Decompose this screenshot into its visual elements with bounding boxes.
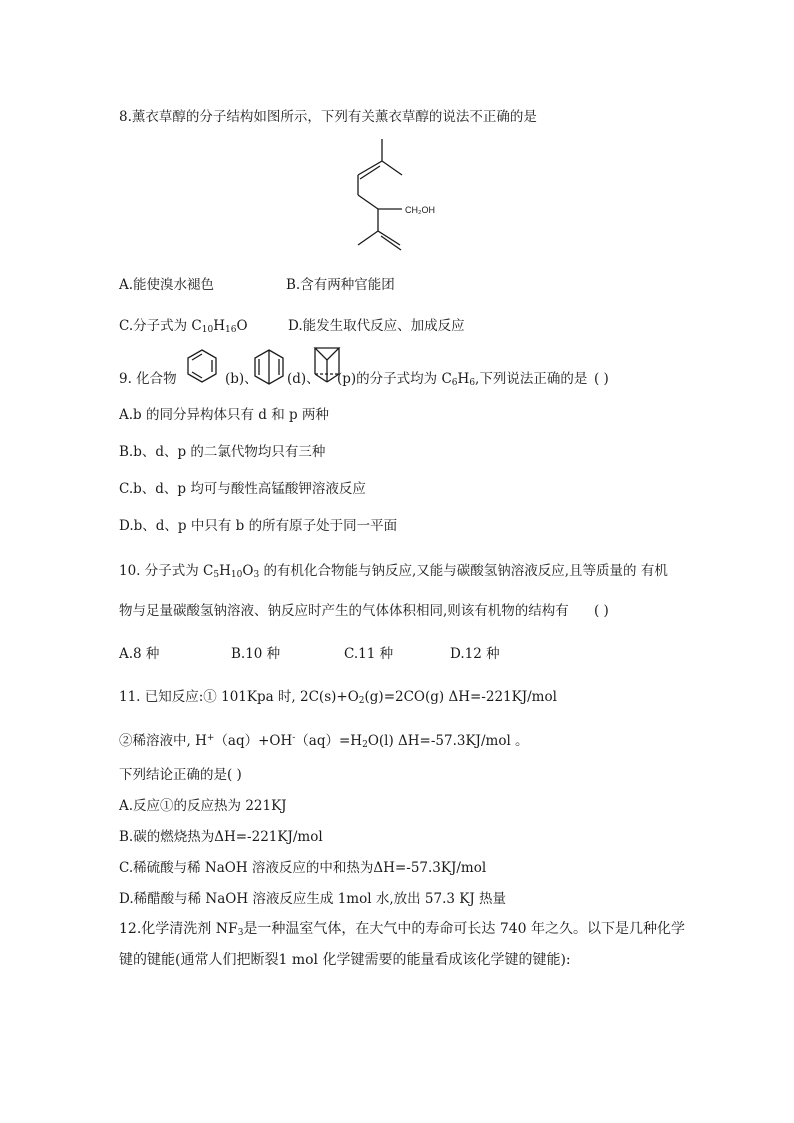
q9-p-label [337, 370, 587, 392]
q10-sub2: 10 [230, 570, 243, 580]
q9-prefix: 9. 化合物 [119, 371, 177, 387]
q11-line2-sup2: - [292, 733, 296, 743]
q9-option-d: D.b、d、p 中只有 b 的所有原子处于同一平面 [119, 518, 398, 534]
q9-sub1: 6 [451, 378, 458, 388]
q10-mid1: H [219, 563, 231, 579]
q11-line2-prefix: ②稀溶液中, H [119, 733, 207, 749]
q9-answer-paren: ( ) [594, 371, 609, 387]
lavandulol-structure-icon [330, 133, 470, 263]
q11-line1-sub: 2 [358, 696, 365, 706]
q11-line2-sup1: + [206, 733, 215, 743]
q11-line3: 下列结论正确的是( ) [119, 767, 242, 783]
q8-c-mid: H [213, 318, 225, 334]
q11-line1-prefix: 11. 已知反应:① 101Kpa 时, 2C(s)+O [119, 689, 359, 705]
q9-option-b: B.b、d、p 的二氯代物均只有三种 [119, 444, 326, 460]
q9-d-label: (d)、 [287, 371, 320, 387]
q11-line2 [119, 729, 529, 754]
q10-option-c: C.11 种 [344, 646, 394, 662]
q9-suffix: ,下列说法正确的是 [475, 371, 588, 387]
q10-sub3: 3 [253, 570, 260, 580]
q8-option-b: B.含有两种官能团 [286, 277, 395, 293]
q9-sub2: 6 [469, 378, 476, 388]
q12-line1-prefix: 12.化学清洗剂 NF [119, 921, 238, 937]
q11-line1-suffix: (g)=2CO(g) ΔH=-221KJ/mol [364, 689, 557, 705]
q11-option-c: C.稀硫酸与稀 NaOH 溶液反应的中和热为ΔH=-57.3KJ/mol [119, 860, 487, 876]
q10-mid2: O [242, 563, 254, 579]
benzene-icon [183, 347, 221, 385]
q8-c-suffix: O [236, 318, 248, 334]
q11-line2-mid2: （aq）=H [295, 733, 363, 749]
q11-option-d: D.稀醋酸与稀 NaOH 溶液反应生成 1mol 水,放出 57.3 KJ 热量 [119, 891, 507, 907]
q8-c-prefix: C.分子式为 C [119, 318, 202, 334]
q11-option-a: A.反应①的反应热为 221KJ [119, 798, 287, 814]
q11-line2-suffix: O(l) ΔH=-57.3KJ/mol 。 [367, 733, 529, 749]
q10-sub1: 5 [213, 570, 220, 580]
q8-option-d: D.能发生取代反应、加成反应 [288, 318, 465, 334]
q9-option-a: A.b 的同分异构体只有 d 和 p 两种 [119, 407, 329, 423]
q11-line2-sub: 2 [362, 740, 368, 750]
q9-p-text: (p)的分子式均为 C [337, 371, 452, 387]
q12-line1-sub: 3 [237, 928, 244, 938]
q8-c-sub1: 10 [201, 325, 214, 335]
q10-suffix: 的有机化合物能与钠反应,又能与碳酸氢钠溶液反应,且等质量的 有机 [259, 563, 668, 579]
q8-option-c [119, 317, 248, 339]
q10-option-a: A.8 种 [119, 646, 160, 662]
q12-line1-suffix: 是一种温室气体，在大气中的寿命可长达 740 年之久。以下是几种化学 [243, 921, 686, 937]
q10-option-d: D.12 种 [450, 646, 500, 662]
q8-option-a: A.能使溴水褪色 [119, 277, 215, 293]
q11-line2-mid: （aq）+OH [214, 733, 293, 749]
q10-prefix: 10. 分子式为 C [119, 563, 214, 579]
q9-b-label: (b)、 [225, 371, 258, 387]
q9-option-c: C.b、d、p 均可与酸性高锰酸钾溶液反应 [119, 481, 366, 497]
q10-line2: 物与足量碳酸氢钠溶液、钠反应时产生的气体体积相同,则该有机物的结构有 [119, 603, 569, 619]
ch2oh-label: CH₂OH [405, 205, 435, 215]
q9-mid: H [457, 371, 470, 387]
q11-line1 [119, 688, 557, 710]
q10-line1 [119, 562, 668, 584]
q11-option-b: B.碳的燃烧热为ΔH=-221KJ/mol [119, 829, 323, 845]
q12-line1 [119, 920, 685, 942]
dewar-benzene-icon [251, 347, 287, 387]
q8-stem: 8.薰衣草醇的分子结构如图所示，下列有关薰衣草醇的说法不正确的是 [119, 109, 537, 125]
q10-option-b: B.10 种 [231, 646, 281, 662]
q8-c-sub2: 16 [225, 325, 237, 335]
q12-line2: 键的键能(通常人们把断裂1 mol 化学键需要的能量看成该化学键的键能): [119, 952, 571, 968]
q10-answer-paren: ( ) [594, 603, 609, 619]
